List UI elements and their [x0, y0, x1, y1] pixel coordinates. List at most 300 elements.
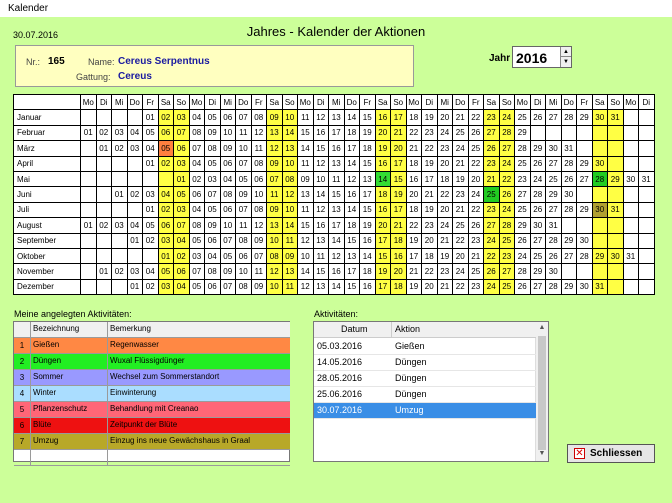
empty-day-cell[interactable]	[96, 110, 112, 125]
day-cell[interactable]: 26	[468, 218, 484, 233]
day-cell[interactable]: 15	[360, 202, 376, 217]
day-cell[interactable]: 27	[515, 187, 531, 202]
day-cell[interactable]: 12	[298, 233, 314, 248]
day-cell[interactable]: 25	[468, 264, 484, 279]
day-cell[interactable]: 19	[406, 279, 422, 294]
empty-day-cell[interactable]	[96, 156, 112, 171]
year-spinner[interactable]	[512, 46, 572, 68]
day-cell[interactable]: 21	[484, 171, 500, 186]
empty-day-cell[interactable]	[639, 110, 655, 125]
day-cell[interactable]: 16	[344, 187, 360, 202]
activity-row[interactable]	[14, 370, 290, 386]
close-button[interactable]	[567, 444, 655, 463]
day-cell[interactable]: 17	[375, 279, 391, 294]
day-cell[interactable]: 16	[375, 110, 391, 125]
day-cell[interactable]: 15	[344, 233, 360, 248]
day-cell[interactable]: 14	[375, 171, 391, 186]
empty-day-cell[interactable]	[127, 248, 143, 263]
day-cell[interactable]: 24	[530, 171, 546, 186]
empty-day-cell[interactable]	[81, 248, 97, 263]
day-cell[interactable]: 03	[174, 202, 190, 217]
day-cell[interactable]: 03	[112, 125, 128, 140]
day-cell[interactable]: 02	[174, 248, 190, 263]
day-cell[interactable]: 07	[267, 171, 283, 186]
day-cell[interactable]: 07	[174, 218, 190, 233]
empty-day-cell[interactable]	[112, 110, 128, 125]
day-cell[interactable]: 24	[453, 141, 469, 156]
day-cell[interactable]: 23	[437, 264, 453, 279]
empty-day-cell[interactable]	[81, 110, 97, 125]
day-cell[interactable]: 04	[158, 187, 174, 202]
day-cell[interactable]: 29	[561, 233, 577, 248]
day-cell[interactable]: 28	[530, 187, 546, 202]
day-cell[interactable]: 01	[127, 279, 143, 294]
day-cell[interactable]: 12	[251, 218, 267, 233]
day-cell[interactable]: 21	[391, 125, 407, 140]
day-cell[interactable]: 26	[515, 279, 531, 294]
empty-day-cell[interactable]	[127, 156, 143, 171]
day-cell[interactable]: 13	[329, 202, 345, 217]
day-cell[interactable]: 03	[127, 141, 143, 156]
day-cell[interactable]: 22	[437, 187, 453, 202]
day-cell[interactable]: 24	[499, 202, 515, 217]
day-cell[interactable]: 06	[205, 279, 221, 294]
day-cell[interactable]: 11	[282, 233, 298, 248]
day-cell[interactable]: 30	[546, 264, 562, 279]
day-cell[interactable]: 25	[515, 110, 531, 125]
day-cell[interactable]: 25	[453, 218, 469, 233]
day-cell[interactable]: 27	[530, 233, 546, 248]
day-cell[interactable]: 07	[205, 187, 221, 202]
day-cell[interactable]: 30	[546, 141, 562, 156]
day-cell[interactable]: 20	[453, 248, 469, 263]
day-cell[interactable]: 11	[251, 141, 267, 156]
day-cell[interactable]: 02	[127, 187, 143, 202]
day-cell[interactable]: 01	[81, 218, 97, 233]
day-cell[interactable]: 27	[546, 110, 562, 125]
day-cell[interactable]: 11	[282, 279, 298, 294]
day-cell[interactable]: 22	[453, 233, 469, 248]
day-cell[interactable]: 27	[499, 264, 515, 279]
day-cell[interactable]: 01	[143, 156, 159, 171]
empty-day-cell[interactable]	[608, 218, 624, 233]
empty-day-cell[interactable]	[577, 218, 593, 233]
day-cell[interactable]: 28	[561, 110, 577, 125]
day-cell[interactable]: 22	[468, 202, 484, 217]
day-cell[interactable]: 21	[453, 110, 469, 125]
day-cell[interactable]: 12	[251, 125, 267, 140]
empty-day-cell[interactable]	[623, 110, 639, 125]
empty-day-cell[interactable]	[530, 125, 546, 140]
empty-day-cell[interactable]	[81, 141, 97, 156]
day-cell[interactable]: 22	[422, 141, 438, 156]
day-cell[interactable]: 17	[344, 141, 360, 156]
day-cell[interactable]: 30	[592, 110, 608, 125]
day-cell[interactable]: 17	[375, 233, 391, 248]
empty-day-cell[interactable]	[608, 156, 624, 171]
activity-row[interactable]	[14, 338, 290, 354]
day-cell[interactable]: 14	[360, 248, 376, 263]
day-cell[interactable]: 09	[282, 248, 298, 263]
empty-day-cell[interactable]	[143, 248, 159, 263]
day-cell[interactable]: 08	[251, 202, 267, 217]
day-cell[interactable]: 23	[468, 279, 484, 294]
day-cell[interactable]: 17	[391, 156, 407, 171]
day-cell[interactable]: 18	[360, 141, 376, 156]
day-cell[interactable]: 25	[468, 141, 484, 156]
day-cell[interactable]: 20	[375, 125, 391, 140]
empty-day-cell[interactable]	[623, 202, 639, 217]
day-cell[interactable]: 18	[406, 202, 422, 217]
day-cell[interactable]: 01	[158, 248, 174, 263]
day-cell[interactable]: 05	[205, 202, 221, 217]
day-cell[interactable]: 16	[313, 125, 329, 140]
empty-day-cell[interactable]	[592, 187, 608, 202]
day-cell[interactable]: 24	[499, 110, 515, 125]
day-cell[interactable]: 02	[158, 156, 174, 171]
day-cell[interactable]: 10	[282, 156, 298, 171]
empty-day-cell[interactable]	[112, 202, 128, 217]
empty-day-cell[interactable]	[561, 125, 577, 140]
day-cell[interactable]: 15	[391, 171, 407, 186]
day-cell[interactable]: 15	[360, 110, 376, 125]
day-cell[interactable]: 24	[484, 279, 500, 294]
day-cell[interactable]: 24	[453, 264, 469, 279]
day-cell[interactable]: 18	[391, 279, 407, 294]
day-cell[interactable]: 26	[546, 248, 562, 263]
day-cell[interactable]: 12	[313, 156, 329, 171]
day-cell[interactable]: 19	[453, 171, 469, 186]
day-cell[interactable]: 17	[406, 248, 422, 263]
day-cell[interactable]: 03	[189, 248, 205, 263]
day-cell[interactable]: 07	[220, 279, 236, 294]
day-cell[interactable]: 30	[608, 248, 624, 263]
day-cell[interactable]: 01	[81, 125, 97, 140]
day-cell[interactable]: 08	[267, 248, 283, 263]
day-cell[interactable]: 28	[499, 125, 515, 140]
day-cell[interactable]: 07	[251, 248, 267, 263]
day-cell[interactable]: 26	[530, 156, 546, 171]
day-cell[interactable]: 22	[406, 125, 422, 140]
scroll-thumb[interactable]	[538, 336, 546, 450]
day-cell[interactable]: 07	[189, 141, 205, 156]
day-cell[interactable]: 06	[251, 171, 267, 186]
day-cell[interactable]: 01	[112, 187, 128, 202]
day-cell[interactable]: 14	[329, 279, 345, 294]
day-cell[interactable]: 31	[546, 218, 562, 233]
day-cell[interactable]: 23	[484, 110, 500, 125]
action-row[interactable]	[314, 355, 536, 371]
day-cell[interactable]: 05	[205, 156, 221, 171]
day-cell[interactable]: 29	[515, 218, 531, 233]
day-cell[interactable]: 01	[96, 264, 112, 279]
day-cell[interactable]: 05	[143, 125, 159, 140]
day-cell[interactable]: 01	[143, 110, 159, 125]
day-cell[interactable]: 08	[236, 233, 252, 248]
day-cell[interactable]: 21	[391, 218, 407, 233]
day-cell[interactable]: 09	[251, 279, 267, 294]
empty-day-cell[interactable]	[577, 125, 593, 140]
day-cell[interactable]: 11	[298, 156, 314, 171]
day-cell[interactable]: 04	[205, 248, 221, 263]
day-cell[interactable]: 09	[205, 218, 221, 233]
day-cell[interactable]: 25	[530, 248, 546, 263]
empty-day-cell[interactable]	[639, 141, 655, 156]
day-cell[interactable]: 04	[189, 110, 205, 125]
day-cell[interactable]: 04	[220, 171, 236, 186]
day-cell[interactable]: 25	[546, 171, 562, 186]
empty-day-cell[interactable]	[96, 187, 112, 202]
empty-day-cell[interactable]	[592, 264, 608, 279]
empty-day-cell[interactable]	[608, 187, 624, 202]
day-cell[interactable]: 11	[298, 110, 314, 125]
day-cell[interactable]: 29	[577, 156, 593, 171]
empty-day-cell[interactable]	[127, 202, 143, 217]
day-cell[interactable]: 28	[561, 156, 577, 171]
day-cell[interactable]: 05	[158, 141, 174, 156]
day-cell[interactable]: 30	[592, 156, 608, 171]
day-cell[interactable]: 20	[422, 233, 438, 248]
day-cell[interactable]: 29	[608, 171, 624, 186]
day-cell[interactable]: 21	[406, 141, 422, 156]
activity-row[interactable]	[14, 434, 290, 450]
empty-day-cell[interactable]	[81, 202, 97, 217]
day-cell[interactable]: 26	[484, 141, 500, 156]
day-cell[interactable]: 15	[360, 156, 376, 171]
day-cell[interactable]: 03	[143, 187, 159, 202]
day-cell[interactable]: 03	[174, 156, 190, 171]
day-cell[interactable]: 10	[267, 279, 283, 294]
day-cell[interactable]: 12	[313, 202, 329, 217]
activity-row[interactable]	[14, 354, 290, 370]
day-cell[interactable]: 24	[515, 248, 531, 263]
day-cell[interactable]: 07	[236, 202, 252, 217]
day-cell[interactable]: 02	[112, 264, 128, 279]
day-cell[interactable]: 31	[608, 110, 624, 125]
day-cell[interactable]: 30	[592, 202, 608, 217]
day-cell[interactable]: 02	[112, 141, 128, 156]
day-cell[interactable]: 26	[468, 125, 484, 140]
day-cell[interactable]: 18	[344, 125, 360, 140]
day-cell[interactable]: 10	[298, 248, 314, 263]
day-cell[interactable]: 23	[484, 156, 500, 171]
day-cell[interactable]: 12	[282, 187, 298, 202]
day-cell[interactable]: 06	[220, 156, 236, 171]
activity-row-empty[interactable]	[14, 450, 290, 466]
day-cell[interactable]: 06	[158, 125, 174, 140]
day-cell[interactable]: 28	[592, 171, 608, 186]
day-cell[interactable]: 31	[623, 248, 639, 263]
day-cell[interactable]: 17	[329, 218, 345, 233]
day-cell[interactable]: 19	[437, 248, 453, 263]
day-cell[interactable]: 02	[158, 110, 174, 125]
day-cell[interactable]: 13	[267, 125, 283, 140]
empty-day-cell[interactable]	[158, 171, 174, 186]
empty-day-cell[interactable]	[577, 264, 593, 279]
activities-table[interactable]	[13, 321, 290, 462]
action-row[interactable]	[314, 403, 536, 419]
day-cell[interactable]: 04	[174, 279, 190, 294]
empty-day-cell[interactable]	[112, 233, 128, 248]
year-up-icon[interactable]: ▲	[560, 47, 571, 57]
empty-day-cell[interactable]	[592, 218, 608, 233]
day-cell[interactable]: 03	[205, 171, 221, 186]
day-cell[interactable]: 23	[499, 248, 515, 263]
year-down-icon[interactable]: ▼	[560, 57, 571, 67]
day-cell[interactable]: 17	[360, 187, 376, 202]
day-cell[interactable]: 15	[329, 187, 345, 202]
empty-day-cell[interactable]	[639, 125, 655, 140]
day-cell[interactable]: 26	[530, 110, 546, 125]
day-cell[interactable]: 28	[546, 279, 562, 294]
day-cell[interactable]: 20	[437, 202, 453, 217]
day-cell[interactable]: 16	[313, 218, 329, 233]
day-cell[interactable]: 30	[577, 233, 593, 248]
day-cell[interactable]: 16	[329, 141, 345, 156]
empty-day-cell[interactable]	[639, 264, 655, 279]
day-cell[interactable]: 01	[174, 171, 190, 186]
day-cell[interactable]: 11	[251, 264, 267, 279]
day-cell[interactable]: 04	[143, 264, 159, 279]
day-cell[interactable]: 09	[236, 187, 252, 202]
day-cell[interactable]: 05	[189, 279, 205, 294]
day-cell[interactable]: 12	[298, 279, 314, 294]
empty-day-cell[interactable]	[639, 233, 655, 248]
day-cell[interactable]: 10	[282, 110, 298, 125]
day-cell[interactable]: 29	[515, 125, 531, 140]
day-cell[interactable]: 18	[406, 156, 422, 171]
day-cell[interactable]: 28	[577, 248, 593, 263]
day-cell[interactable]: 04	[189, 156, 205, 171]
day-cell[interactable]: 13	[329, 110, 345, 125]
day-cell[interactable]: 22	[406, 218, 422, 233]
day-cell[interactable]: 08	[236, 279, 252, 294]
day-cell[interactable]: 16	[375, 202, 391, 217]
day-cell[interactable]: 15	[313, 141, 329, 156]
day-cell[interactable]: 16	[406, 171, 422, 186]
empty-day-cell[interactable]	[546, 125, 562, 140]
empty-day-cell[interactable]	[561, 218, 577, 233]
day-cell[interactable]: 04	[174, 233, 190, 248]
day-cell[interactable]: 10	[220, 218, 236, 233]
day-cell[interactable]: 09	[251, 233, 267, 248]
activity-row[interactable]	[14, 418, 290, 434]
day-cell[interactable]: 17	[344, 264, 360, 279]
day-cell[interactable]: 19	[391, 187, 407, 202]
day-cell[interactable]: 19	[406, 233, 422, 248]
day-cell[interactable]: 28	[499, 218, 515, 233]
empty-day-cell[interactable]	[112, 171, 128, 186]
day-cell[interactable]: 16	[375, 156, 391, 171]
day-cell[interactable]: 24	[499, 156, 515, 171]
empty-day-cell[interactable]	[592, 233, 608, 248]
day-cell[interactable]: 22	[484, 248, 500, 263]
day-cell[interactable]: 07	[174, 125, 190, 140]
day-cell[interactable]: 22	[499, 171, 515, 186]
day-cell[interactable]: 08	[189, 125, 205, 140]
day-cell[interactable]: 26	[484, 264, 500, 279]
day-cell[interactable]: 31	[561, 141, 577, 156]
day-cell[interactable]: 31	[608, 202, 624, 217]
day-cell[interactable]: 24	[437, 218, 453, 233]
day-cell[interactable]: 18	[422, 248, 438, 263]
empty-day-cell[interactable]	[623, 187, 639, 202]
day-cell[interactable]: 21	[437, 233, 453, 248]
day-cell[interactable]: 29	[561, 279, 577, 294]
day-cell[interactable]: 02	[158, 202, 174, 217]
day-cell[interactable]: 30	[577, 279, 593, 294]
day-cell[interactable]: 08	[220, 187, 236, 202]
day-cell[interactable]: 06	[158, 218, 174, 233]
day-cell[interactable]: 19	[360, 218, 376, 233]
day-cell[interactable]: 06	[220, 202, 236, 217]
empty-day-cell[interactable]	[127, 110, 143, 125]
empty-day-cell[interactable]	[81, 171, 97, 186]
day-cell[interactable]: 13	[329, 156, 345, 171]
day-cell[interactable]: 06	[174, 264, 190, 279]
day-cell[interactable]: 27	[546, 202, 562, 217]
day-cell[interactable]: 18	[375, 187, 391, 202]
day-cell[interactable]: 05	[189, 233, 205, 248]
day-cell[interactable]: 25	[515, 202, 531, 217]
day-cell[interactable]: 17	[329, 125, 345, 140]
empty-day-cell[interactable]	[608, 264, 624, 279]
day-cell[interactable]: 18	[437, 171, 453, 186]
day-cell[interactable]: 05	[158, 264, 174, 279]
day-cell[interactable]: 20	[437, 110, 453, 125]
day-cell[interactable]: 10	[236, 264, 252, 279]
empty-day-cell[interactable]	[639, 202, 655, 217]
day-cell[interactable]: 06	[205, 233, 221, 248]
day-cell[interactable]: 10	[220, 125, 236, 140]
day-cell[interactable]: 23	[422, 218, 438, 233]
day-cell[interactable]: 10	[267, 233, 283, 248]
day-cell[interactable]: 25	[453, 125, 469, 140]
day-cell[interactable]: 13	[282, 141, 298, 156]
empty-day-cell[interactable]	[623, 279, 639, 294]
day-cell[interactable]: 08	[189, 218, 205, 233]
day-cell[interactable]: 16	[329, 264, 345, 279]
day-cell[interactable]: 09	[220, 264, 236, 279]
day-cell[interactable]: 23	[437, 141, 453, 156]
day-cell[interactable]: 03	[174, 110, 190, 125]
day-cell[interactable]: 04	[127, 125, 143, 140]
day-cell[interactable]: 26	[530, 202, 546, 217]
empty-day-cell[interactable]	[96, 279, 112, 294]
empty-day-cell[interactable]	[143, 171, 159, 186]
empty-day-cell[interactable]	[639, 279, 655, 294]
day-cell[interactable]: 24	[468, 187, 484, 202]
day-cell[interactable]: 20	[391, 141, 407, 156]
day-cell[interactable]: 04	[143, 141, 159, 156]
empty-day-cell[interactable]	[639, 248, 655, 263]
day-cell[interactable]: 07	[236, 110, 252, 125]
day-cell[interactable]: 03	[127, 264, 143, 279]
day-cell[interactable]: 10	[313, 171, 329, 186]
day-cell[interactable]: 18	[406, 110, 422, 125]
day-cell[interactable]: 26	[499, 187, 515, 202]
day-cell[interactable]: 20	[437, 156, 453, 171]
day-cell[interactable]: 11	[329, 171, 345, 186]
day-cell[interactable]: 05	[143, 218, 159, 233]
day-cell[interactable]: 09	[220, 141, 236, 156]
day-cell[interactable]: 10	[236, 141, 252, 156]
empty-day-cell[interactable]	[608, 141, 624, 156]
day-cell[interactable]: 25	[499, 233, 515, 248]
year-value[interactable]: 2016	[516, 50, 548, 66]
day-cell[interactable]: 10	[251, 187, 267, 202]
day-cell[interactable]: 16	[360, 233, 376, 248]
